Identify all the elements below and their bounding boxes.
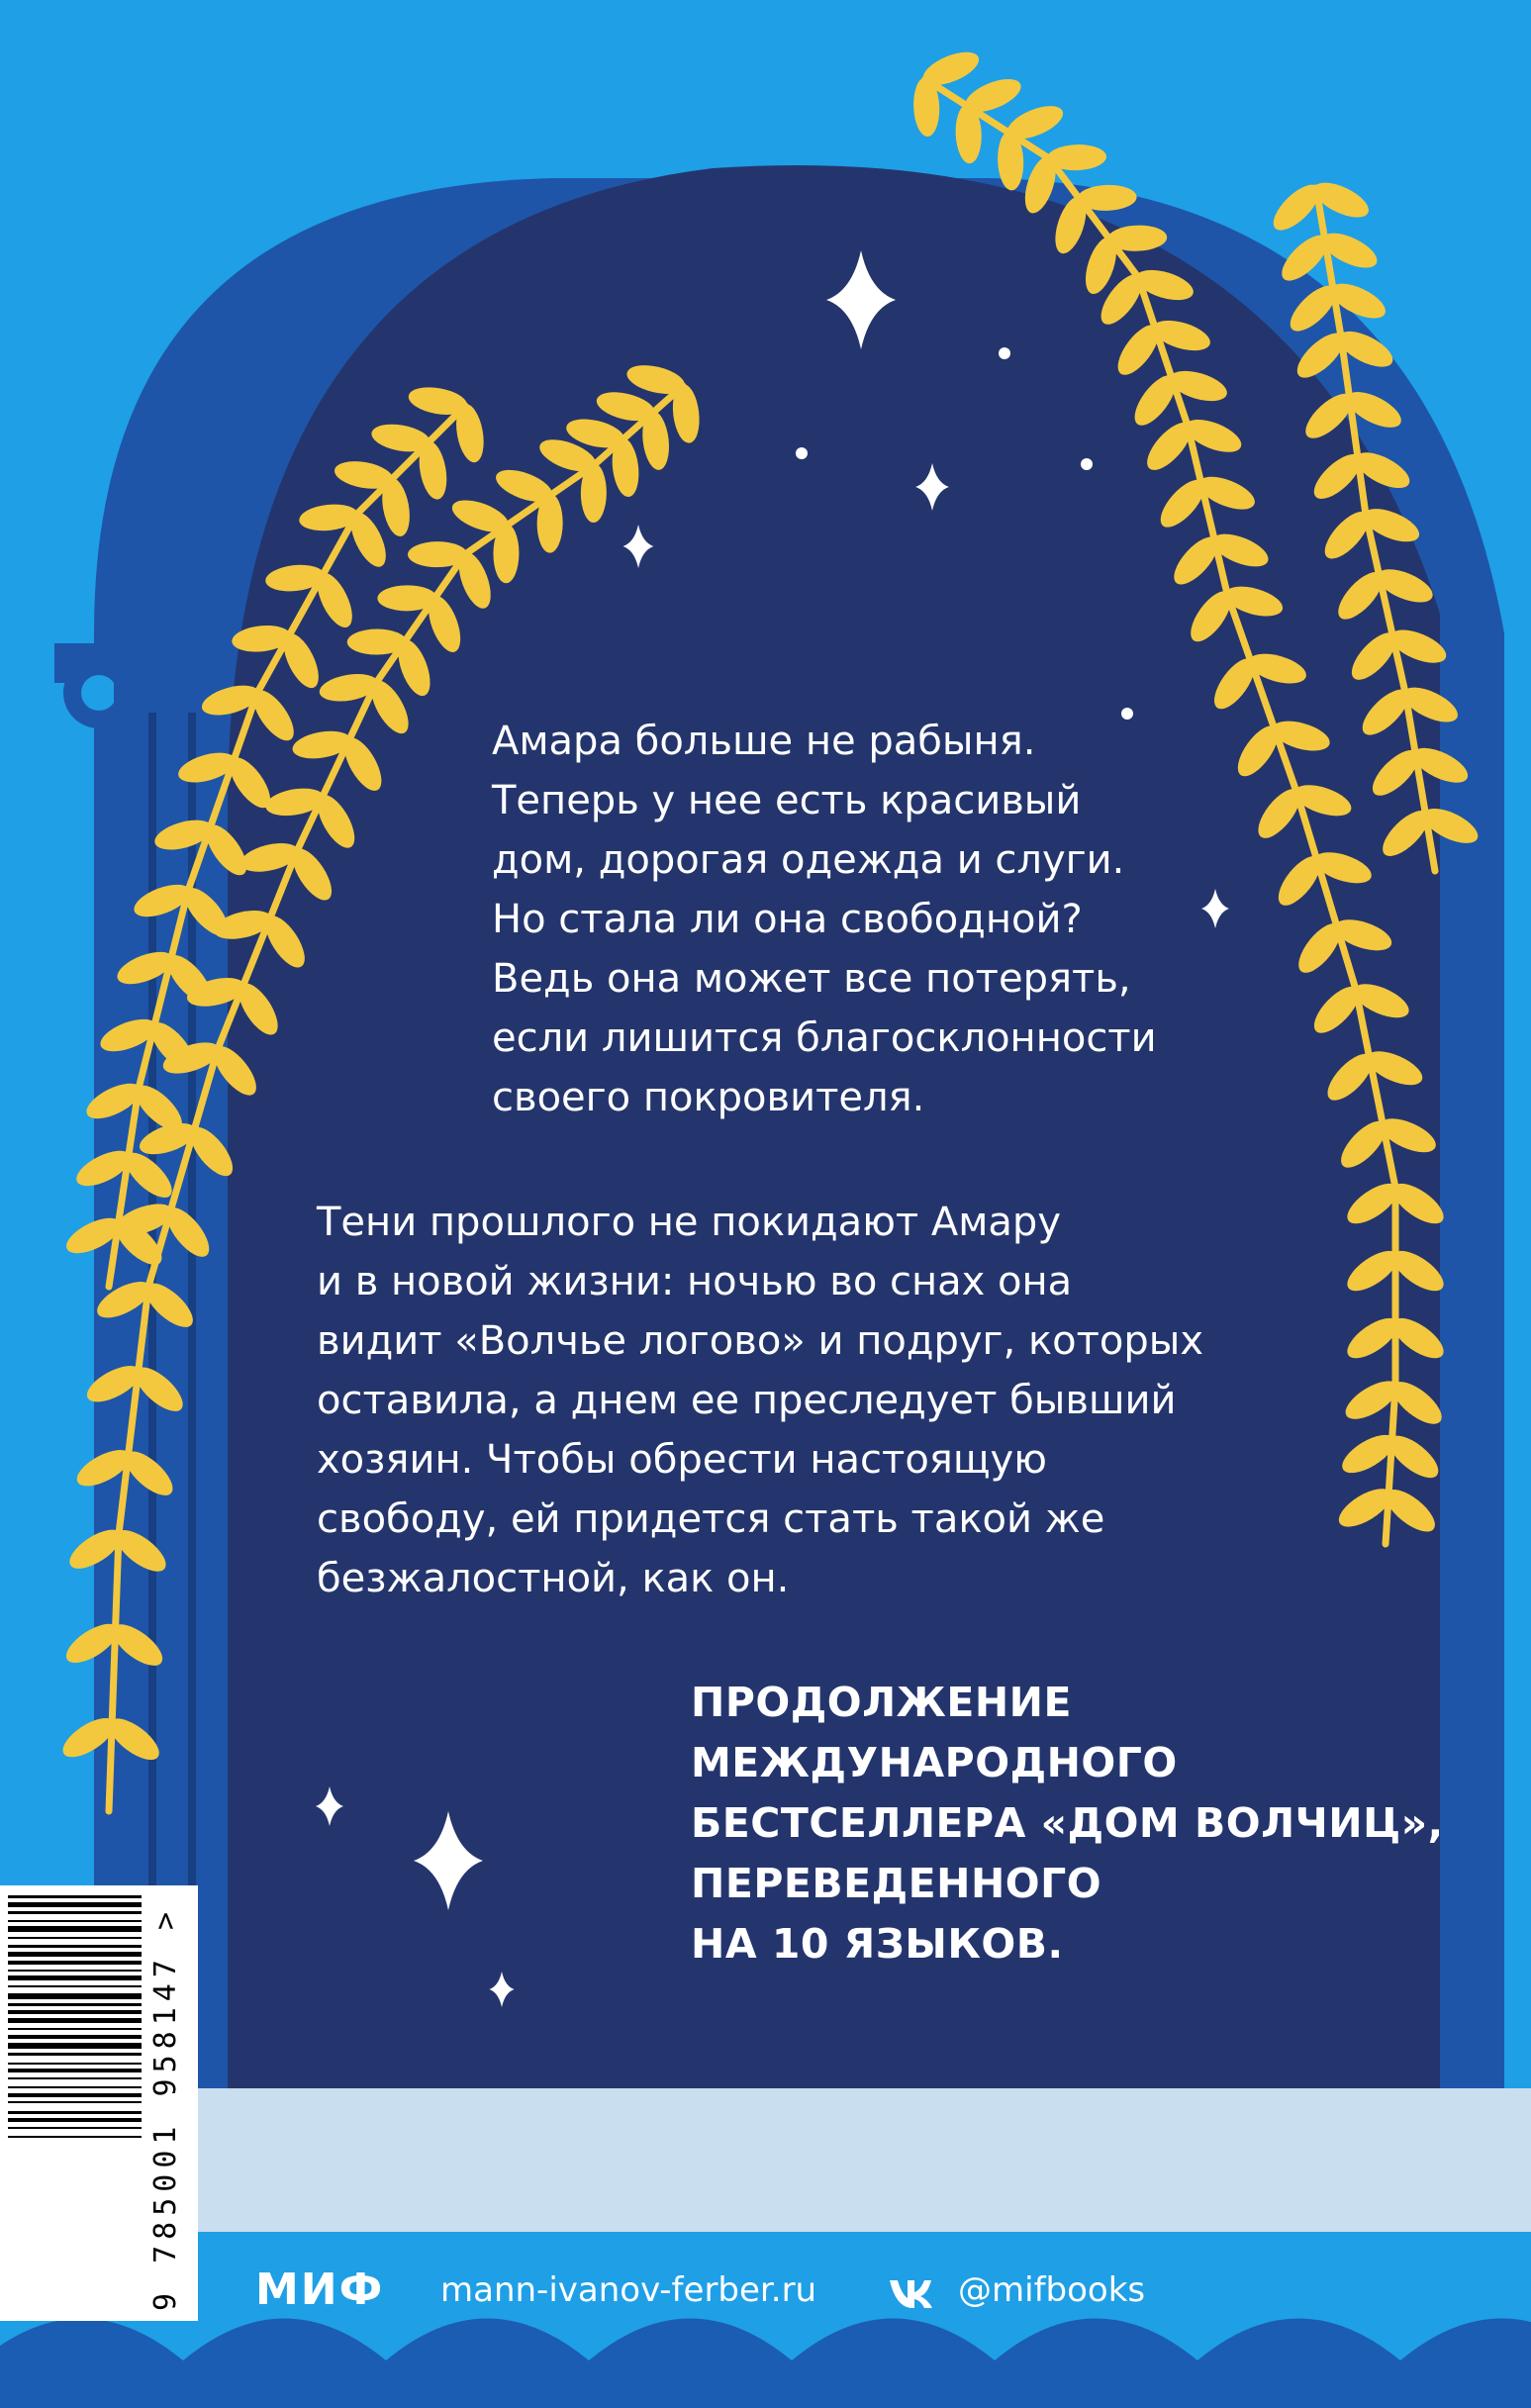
star-dot: [796, 447, 808, 459]
barcode-bar: [8, 2043, 142, 2049]
barcode-bar: [8, 2086, 142, 2088]
barcode-bar: [8, 1961, 142, 1965]
barcode-bar: [8, 1985, 142, 1987]
barcode-bar: [8, 2018, 142, 2023]
barcode-bar: [8, 2093, 142, 2097]
barcode-bar: [8, 2010, 142, 2014]
barcode-bar: [8, 1975, 142, 1980]
publisher-logo: МИФ: [255, 2264, 385, 2315]
barcode-bar: [8, 2053, 142, 2056]
website-link[interactable]: mann-ivanov-ferber.ru: [440, 2270, 817, 2310]
blurb-line: и в новой жизни: ночью во снах она: [317, 1259, 1073, 1304]
star-dot: [999, 347, 1010, 359]
barcode-bar: [8, 1937, 142, 1939]
tagline-line: БЕСТСЕЛЛЕРА «ДОМ ВОЛЧИЦ»,: [691, 1799, 1444, 1847]
barcode-bar: [8, 1920, 142, 1922]
social-handle[interactable]: @mifbooks: [958, 2270, 1146, 2310]
tagline: [691, 1673, 1444, 1975]
blurb-line: оставила, а днем ее преследует бывший: [317, 1378, 1177, 1423]
blurb-line: если лишится благосклонности: [492, 1015, 1157, 1061]
barcode-bar: [8, 1895, 142, 1898]
barcode-bar: [8, 1993, 142, 1999]
tagline-line: ПЕРЕВЕДЕННОГО: [691, 1860, 1102, 1907]
tagline-line: МЕЖДУНАРОДНОГО: [691, 1739, 1178, 1786]
blurb-paragraph-1: [492, 712, 1157, 1127]
barcode-bar: [8, 2028, 142, 2030]
star-dot: [1081, 458, 1093, 470]
barcode-bar: [8, 2111, 142, 2114]
barcode-bar: [8, 1902, 142, 1907]
barcode-bar: [8, 2101, 142, 2103]
blurb-line: Теперь у нее есть красивый: [492, 778, 1082, 823]
barcode-bar: [8, 2127, 142, 2129]
barcode-bar: [8, 1926, 142, 1932]
barcode-bar: [8, 2063, 142, 2065]
barcode-digits: 9 785001 958147 >: [148, 1905, 183, 2311]
blurb-line: безжалостной, как он.: [317, 1556, 790, 1601]
barcode-bar: [8, 1970, 142, 1972]
blurb-line: Но стала ли она свободной?: [492, 897, 1083, 942]
blurb-line: своего покровителя.: [492, 1075, 925, 1120]
blurb-line: видит «Волчье логово» и подруг, которых: [317, 1318, 1204, 1364]
barcode-bar: [8, 1911, 142, 1914]
blurb-line: Тени прошлого не покидают Амару: [317, 1200, 1061, 1245]
blurb-paragraph-2: [317, 1193, 1203, 1608]
light-band: [0, 2088, 1531, 2232]
blurb-line: дом, дорогая одежда и слуги.: [492, 837, 1125, 883]
blurb-line: свободу, ей придется стать такой же: [317, 1496, 1105, 1542]
barcode-bar: [8, 2136, 142, 2138]
barcode-bar: [8, 2118, 142, 2122]
blurb-line: Амара больше не рабыня.: [492, 719, 1036, 764]
blurb-line: Ведь она может все потерять,: [492, 956, 1131, 1002]
barcode-bar: [8, 1945, 142, 1948]
blurb-line: хозяин. Чтобы обрести настоящую: [317, 1437, 1047, 1483]
barcode-bar: [8, 2035, 142, 2039]
barcode-bar: [8, 1952, 142, 1957]
barcode-bar: [8, 2077, 142, 2079]
barcode-bar: [8, 2069, 142, 2072]
tagline-line: НА 10 ЯЗЫКОВ.: [691, 1920, 1064, 1968]
barcode-bar: [8, 2003, 142, 2006]
tagline-line: ПРОДОЛЖЕНИЕ: [691, 1679, 1072, 1726]
vk-icon[interactable]: [886, 2261, 935, 2320]
